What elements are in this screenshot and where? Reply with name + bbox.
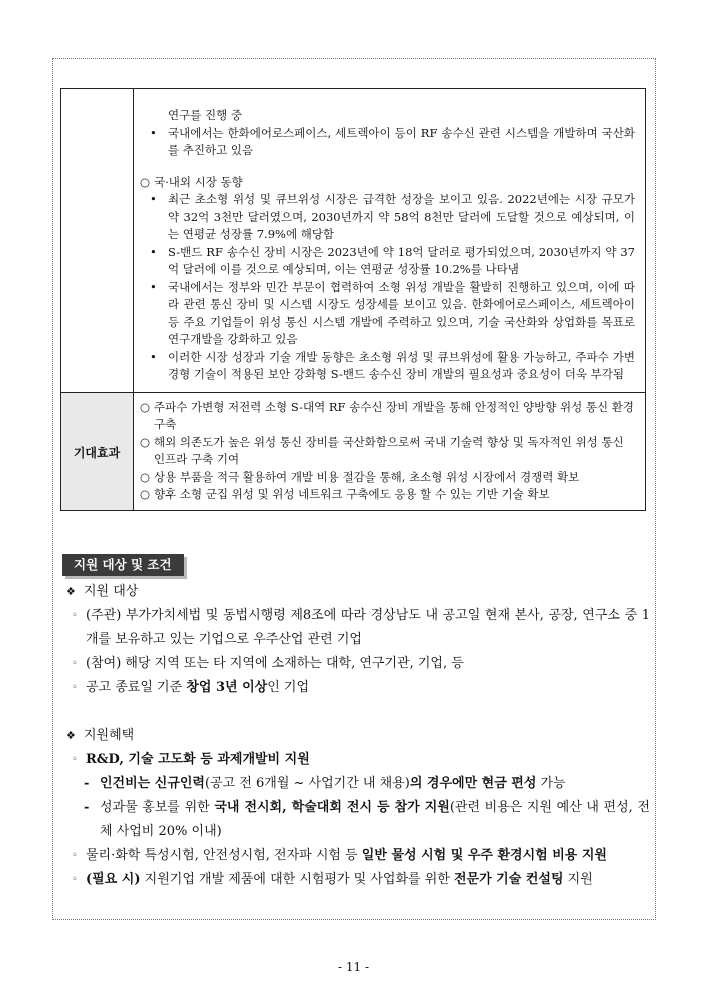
list-item: - 인건비는 신규인력(공고 전 6개월 ~ 사업기간 내 채용)의 경우에만 현금 편성 가능 bbox=[84, 776, 566, 791]
market-content-cell bbox=[134, 89, 646, 393]
list-item: ◦ (주관) 부가가치세법 및 동법시행령 제8조에 따라 경상남도 내 공고일 현재 본사, 공장, 연구소 중 1개를 보유하고 있는 기업으로 우주산업 관련 기업 bbox=[72, 608, 650, 647]
table-row bbox=[61, 89, 646, 393]
list-item: - 성과물 홍보를 위한 국내 전시회, 학술대회 전시 등 참가 지원(관련 비용은 지원 예산 내 편성, 전체 사업비 20% 이내) bbox=[84, 800, 650, 839]
market-heading: ○ 국·내외 시장 동향 bbox=[140, 174, 243, 189]
list-item: • 국내에서는 정부와 민간 부문이 협력하여 소형 위성 개발을 활발히 진행하고 있으며, 이에 따라 관련 통신 장비 및 시스템 시장도 성장세를 보이고 있음. 한화에어로스페이스, 세트렉아이 등 주요 기업들이 위성 통신 시스템 개발에 주력하고 있으며, 기술 국산화와 상업화를 목표로 연구개발을 강화하고 있음 bbox=[150, 279, 635, 346]
list-item: • 최근 초소형 위성 및 큐브위성 시장은 급격한 성장을 보이고 있음. 2022년에는 시장 규모가 약 32억 3천만 달러였으며, 2030년까지 약 58억 8천만 달러에 도달할 것으로 예상되며, 이는 연평균 성장률 7.9%에 해당함 bbox=[150, 192, 635, 241]
expected-effect-label-cell bbox=[61, 392, 134, 510]
list-item: ◦ (필요 시) 지원기업 개발 제품에 대한 시험평가 및 사업화를 위한 전문가 기술 컨설팅 지원 bbox=[72, 872, 593, 887]
list-item: ◦ (참여) 해당 지역 또는 타 지역에 소재하는 대학, 연구기관, 기업, 등 bbox=[72, 656, 464, 671]
diamond-bullet-icon: ❖ bbox=[66, 585, 76, 598]
list-item: • 국내에서는 한화에어로스페이스, 세트렉아이 등이 RF 송수신 관련 시스템을 개발하며 국산화를 추진하고 있음 bbox=[150, 125, 635, 157]
table-row bbox=[61, 392, 646, 510]
target-heading: ❖ 지원 대상 bbox=[64, 580, 650, 604]
list-item: ○ 해외 의존도가 높은 위성 통신 장비를 국산화함으로써 국내 기술력 향상 및 독자적인 위성 통신 인프라 구축 기여 bbox=[140, 434, 624, 466]
list-item: ◦ R&D, 기술 고도화 등 과제개발비 지원 bbox=[72, 752, 310, 767]
list-item: ○ 향후 소형 군집 위성 및 위성 네트워크 구축에도 응용 할 수 있는 기반 기술 확보 bbox=[140, 487, 550, 501]
list-item: ◦ 공고 종료일 기준 창업 3년 이상인 기업 bbox=[72, 680, 310, 695]
page-number: - 11 - bbox=[337, 960, 369, 974]
empty-label-cell bbox=[61, 89, 134, 393]
expected-effect-label: 기대효과 bbox=[73, 445, 121, 460]
support-section bbox=[64, 580, 650, 892]
list-item: ◦ 물리·화학 특성시험, 안전성시험, 전자파 시험 등 일반 물성 시험 및 우주 환경시험 비용 지원 bbox=[72, 848, 607, 863]
section-title: 지원 대상 및 조건 bbox=[62, 554, 184, 576]
expected-effect-cell bbox=[134, 392, 646, 510]
diamond-bullet-icon: ❖ bbox=[66, 729, 76, 742]
list-item: • S-밴드 RF 송수신 장비 시장은 2023년에 약 18억 달러로 평가되었으며, 2030년까지 약 37억 달러에 이를 것으로 예상되며, 이는 연평균 성장률 10.2%를 나타냄 bbox=[150, 244, 635, 276]
continuation-text: 연구를 진행 중 bbox=[168, 108, 242, 122]
list-item: ○ 상용 부품을 적극 활용하여 개발 비용 절감을 통해, 초소형 위성 시장에서 경쟁력 확보 bbox=[140, 469, 580, 484]
list-item: ○ 주파수 가변형 저전력 소형 S-대역 RF 송수신 장비 개발을 통해 안정적인 양방향 위성 통신 환경 구축 bbox=[140, 399, 634, 431]
list-item: • 이러한 시장 성장과 기술 개발 동향은 초소형 위성 및 큐브위성에 활용 가능하고, 주파수 가변경형 기술이 적용된 보안 강화형 S-밴드 송수신 장비 개발의 필요성과 중요성이 더욱 부각됨 bbox=[150, 349, 635, 381]
plan-table bbox=[60, 88, 646, 511]
benefit-heading: ❖ 지원혜택 bbox=[64, 724, 650, 748]
